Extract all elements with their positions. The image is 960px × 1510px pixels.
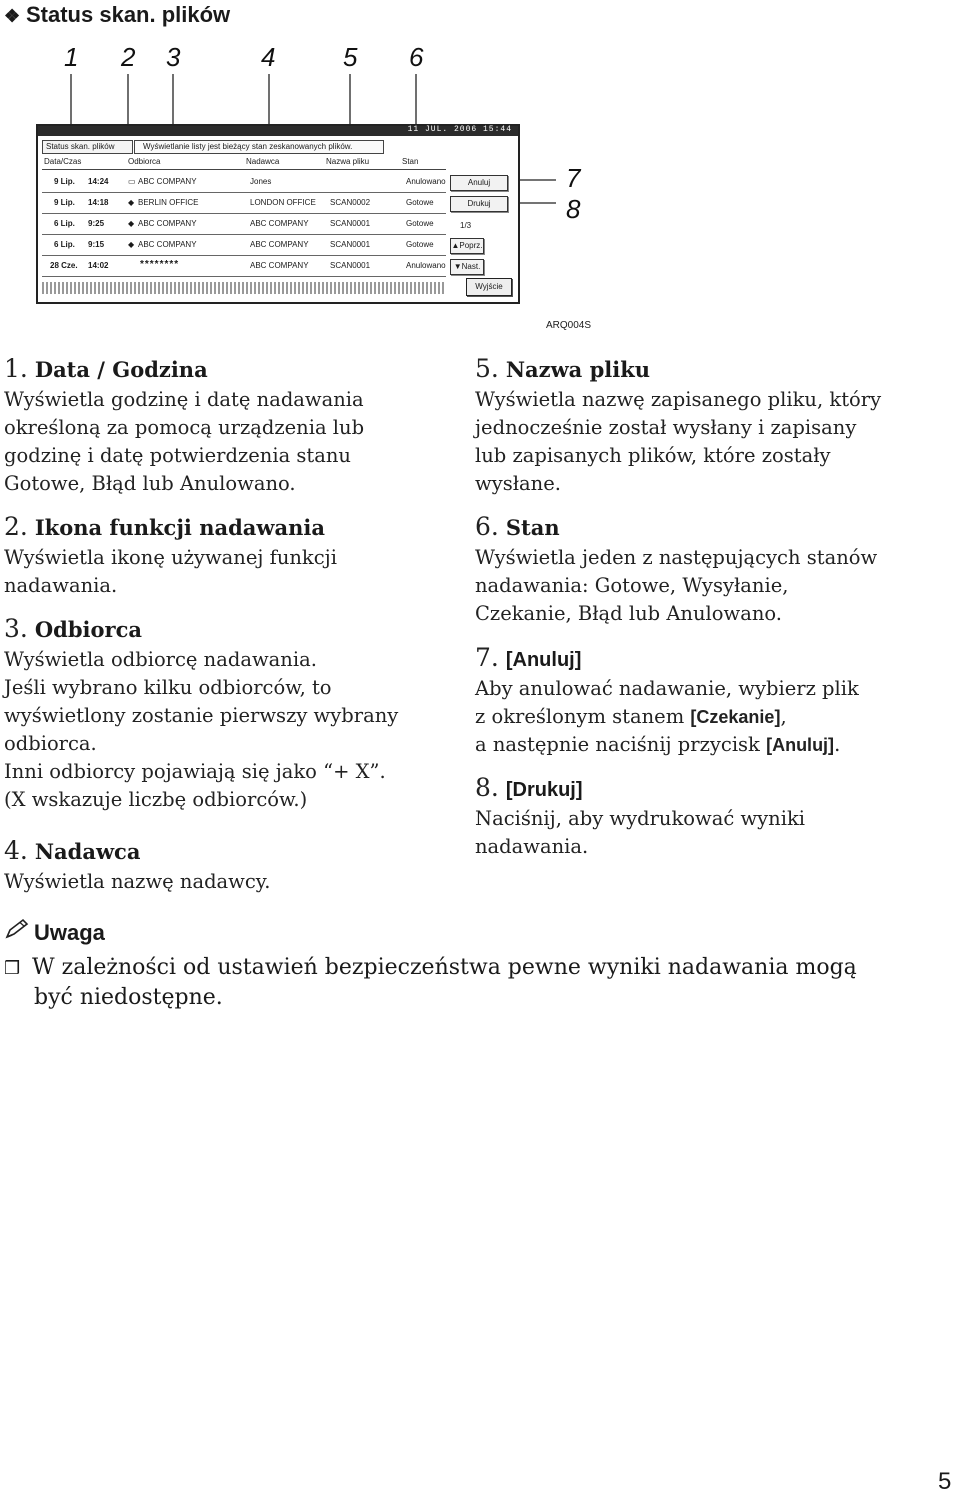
column-header-sender: Nadawca <box>246 157 280 166</box>
key-waiting: [Czekanie] <box>690 707 781 727</box>
item-cancel <box>475 643 859 759</box>
table-row[interactable] <box>42 172 446 193</box>
item-number: 6. <box>475 512 499 541</box>
row-filename: SCAN0001 <box>330 219 371 228</box>
section-title: Status skan. plików <box>26 2 231 27</box>
callout-number-8: 8 <box>566 194 581 224</box>
item-title: Odbiorca <box>34 617 142 642</box>
note-heading <box>4 918 105 946</box>
item-number: 4. <box>4 836 28 865</box>
print-button[interactable]: Drukuj <box>450 196 508 212</box>
item-desc-line: Wyświetla nazwę zapisanego pliku, który <box>475 388 882 411</box>
row-status: Gotowe <box>406 219 434 228</box>
item-desc-line: wyświetlony zostanie pierwszy wybrany <box>4 704 399 727</box>
item-desc-line: Wyświetla godzinę i datę nadawania <box>4 388 364 411</box>
item-desc-line: wysłane. <box>475 472 561 495</box>
desc-text: a następnie naciśnij przycisk <box>475 733 767 756</box>
callout-number-1: 1 <box>64 42 79 72</box>
page-indicator: 1/3 <box>460 221 472 230</box>
item-desc-line: Naciśnij, aby wydrukować wyniki <box>475 807 806 830</box>
item-desc-line: Czekanie, Błąd lub Anulowano. <box>475 602 782 625</box>
row-date: 9 Lip. <box>54 177 75 186</box>
row-sender: LONDON OFFICE <box>250 198 316 207</box>
pencil-icon <box>4 918 34 946</box>
item-desc-line: jednocześnie został wysłany i zapisany <box>475 416 857 439</box>
item-desc-line: (X wskazuje liczbę odbiorców.) <box>4 788 308 811</box>
item-title: Ikona funkcji nadawania <box>34 515 325 540</box>
table-row[interactable] <box>42 256 446 277</box>
row-time: 14:24 <box>88 177 109 186</box>
callout-number-3: 3 <box>166 42 181 72</box>
item-desc-line: Jeśli wybrano kilku odbiorców, to <box>4 676 332 699</box>
item-sender <box>4 836 270 896</box>
send-icon: ◆ <box>128 240 135 249</box>
row-time: 9:25 <box>88 219 105 228</box>
row-recipient: BERLIN OFFICE <box>138 198 199 207</box>
row-recipient: ABC COMPANY <box>138 177 197 186</box>
row-date: 28 Cze. <box>50 261 78 270</box>
row-date: 6 Lip. <box>54 219 75 228</box>
table-row[interactable] <box>42 235 446 256</box>
figure-code: ARQ004S <box>546 320 592 331</box>
note-body <box>4 953 904 1012</box>
page-number: 5 <box>938 1468 952 1495</box>
item-date-time <box>4 354 364 498</box>
item-number: 7. <box>475 643 499 672</box>
row-status: Gotowe <box>406 198 434 207</box>
item-desc-line: godzinę i datę potwierdzenia stanu <box>4 444 351 467</box>
row-date: 9 Lip. <box>54 198 75 207</box>
table-row[interactable] <box>42 193 446 214</box>
row-status: Anulowano <box>406 261 446 270</box>
row-filename: SCAN0001 <box>330 261 371 270</box>
screen-info-button[interactable]: Wyświetlanie listy jest bieżący stan zeskanowanych plików. <box>134 140 384 154</box>
note-text-line: być niedostępne. <box>34 985 223 1010</box>
item-title: Nazwa pliku <box>505 357 651 382</box>
item-desc-line <box>475 731 859 759</box>
item-title: Stan <box>505 515 560 540</box>
item-desc-line: nadawania. <box>4 574 118 597</box>
screen-titlebar <box>38 126 518 136</box>
item-function-icon <box>4 512 337 600</box>
column-header-status: Stan <box>402 157 419 166</box>
item-desc-line: Wyświetla jeden z następujących stanów <box>475 546 878 569</box>
row-status: Gotowe <box>406 240 434 249</box>
row-status: Anulowano <box>406 177 446 186</box>
note-line <box>4 953 904 983</box>
folder-icon: ▭ <box>128 177 136 186</box>
row-filename: SCAN0001 <box>330 240 371 249</box>
row-recipient: ABC COMPANY <box>138 240 197 249</box>
header-divider <box>42 169 446 170</box>
row-sender: Jones <box>250 177 272 186</box>
item-title: Data / Godzina <box>34 357 208 382</box>
scan-status-screen <box>36 124 520 304</box>
item-title: [Anuluj] <box>505 649 582 671</box>
row-sender: ABC COMPANY <box>250 261 309 270</box>
item-desc-line: lub zapisanych plików, które zostały <box>475 444 831 467</box>
desc-text: z określonym stanem <box>475 705 691 728</box>
item-desc-line: Gotowe, Błąd lub Anulowano. <box>4 472 296 495</box>
item-desc-line: nadawania. <box>475 835 589 858</box>
item-status <box>475 512 877 628</box>
item-number: 3. <box>4 614 28 643</box>
callout-number-2: 2 <box>121 42 136 72</box>
item-desc-line: odbiorca. <box>4 732 97 755</box>
item-recipient <box>4 614 398 814</box>
key-cancel: [Anuluj] <box>766 735 835 755</box>
screen-clock: 11 JUL. 2006 15:44 <box>407 125 512 134</box>
item-desc-line: Inni odbiorcy pojawiają się jako “+ X”. <box>4 760 386 783</box>
screen-tab-label: Status skan. plików <box>42 140 133 154</box>
row-date: 6 Lip. <box>54 240 75 249</box>
callout-number-6: 6 <box>409 42 424 72</box>
note-title: Uwaga <box>34 920 105 945</box>
exit-button[interactable]: Wyjście <box>466 278 512 296</box>
column-header-filename: Nazwa pliku <box>326 157 370 166</box>
row-time: 14:18 <box>88 198 109 207</box>
item-desc-line: określoną za pomocą urządzenia lub <box>4 416 365 439</box>
item-desc-line: nadawania: Gotowe, Wysyłanie, <box>475 574 789 597</box>
row-recipient: ABC COMPANY <box>138 219 197 228</box>
item-number: 2. <box>4 512 28 541</box>
item-title: [Drukuj] <box>505 779 583 801</box>
row-time: 14:02 <box>88 261 109 270</box>
item-title: Nadawca <box>34 839 141 864</box>
checkbox-icon: ❒ <box>4 958 21 979</box>
callout-number-4: 4 <box>261 42 276 72</box>
item-print <box>475 773 805 861</box>
callout-number-7: 7 <box>566 163 581 193</box>
column-header-date: Data/Czas <box>44 157 82 166</box>
column-header-recipient: Odbiorca <box>128 157 161 166</box>
send-icon: ◆ <box>128 219 135 228</box>
row-recipient: ******** <box>140 259 180 270</box>
row-sender: ABC COMPANY <box>250 240 309 249</box>
item-desc-line: Wyświetla odbiorcę nadawania. <box>4 648 317 671</box>
item-number: 1. <box>4 354 28 383</box>
item-desc-line: Wyświetla ikonę używanej funkcji <box>4 546 337 569</box>
row-filename: SCAN0002 <box>330 198 371 207</box>
note-text-line: W zależności od ustawień bezpieczeństwa pewne wyniki nadawania mogą <box>32 955 857 980</box>
table-row[interactable] <box>42 214 446 235</box>
item-number: 8. <box>475 773 499 802</box>
send-icon: ◆ <box>128 198 135 207</box>
desc-text: . <box>834 733 841 756</box>
row-time: 9:15 <box>88 240 105 249</box>
cancel-button[interactable]: Anuluj <box>450 175 508 191</box>
next-page-button[interactable]: ▼Nast. <box>450 259 484 275</box>
item-desc-line: Wyświetla nazwę nadawcy. <box>4 870 271 893</box>
item-desc-line: Aby anulować nadawanie, wybierz plik <box>475 677 859 700</box>
callout-number-5: 5 <box>343 42 358 72</box>
screen-footer-bar <box>42 282 446 294</box>
diamond-bullet-icon: ❖ <box>4 6 21 26</box>
item-filename <box>475 354 881 498</box>
row-sender: ABC COMPANY <box>250 219 309 228</box>
item-number: 5. <box>475 354 499 383</box>
item-desc-line <box>475 703 859 731</box>
previous-page-button[interactable]: ▲Poprz. <box>450 238 484 254</box>
desc-text: , <box>780 705 787 728</box>
